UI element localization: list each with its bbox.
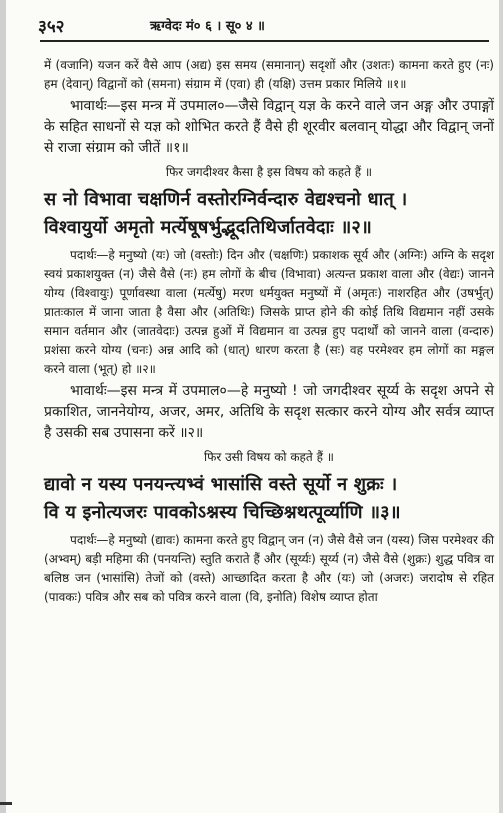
- page-left-edge: [0, 0, 6, 813]
- verse-line: द्यावो न यस्य पनयन्त्यभ्वं भासांसि वस्ते सूर्यो न शुक्रः ।: [44, 474, 398, 495]
- mantra-verse: [44, 186, 494, 242]
- running-title: ऋग्वेदः मं० ६ । सू० ४ ॥: [150, 19, 265, 34]
- padarth-continuation: में (वजानि) यजन करें वैसे आप (अद्य) इस समय (समानान्) सदृशों और (उशतः) कामना करते हुए (नः) हम (देवान्) विद्वानों को (समना) संग्राम में (एवा) ही (यक्षि) उत्तम प्रकार मिलिये ॥१॥: [44, 58, 494, 91]
- page-corner-mark: [0, 802, 12, 805]
- page-body: [44, 56, 494, 607]
- page-number: ३५२: [38, 17, 65, 37]
- padarth-paragraph: पदार्थः—हे मनुष्यो (द्यावः) कामना करते हुए विद्वान् जन (न) जैसे वैसे जन (यस्य) जिस परमेश्वर की (अभ्वम्) बड़ी महिमा की (पनयन्ति) स्तुति कराते हैं और (सूर्य्यः) सूर्य्य (न) जैसे वैसे (शुक्रः) शुद्ध पवित्र वा बलिष्ठ जन (भासांसि) तेजों को (वस्ते) आच्छादित करता है और (यः) जो (अजरः) जरादोष से रहित (पावकः) पवित्र और सब को पवित्र करने वाला (वि, इनोति) विशेष व्याप्त होता: [44, 533, 494, 604]
- page-right-edge: [499, 0, 503, 813]
- section-intro: फिर उसी विषय को कहते हैं ॥: [204, 450, 334, 464]
- page-header: [38, 14, 483, 36]
- bhavarth-paragraph: भावार्थः—इस मन्त्र में उपमाल०—जैसे विद्वान् यज्ञ के करने वाले जन अङ्ग और उपाङ्गों के सहित साधनों से यज्ञ को शोभित करते हैं वैसे ही शूरवीर बलवान् योद्धा और विद्वान् जनों से राजा संग्राम को जीतें ॥१॥: [44, 98, 494, 156]
- mantra-verse: [44, 471, 494, 527]
- bhavarth-paragraph: भावार्थः—इस मन्त्र में उपमाल०—हे मनुष्यो ! जो जगदीश्वर सूर्य्य के सदृश अपने से प्रकाशित, जाननेयोग्य, अजर, अमर, अतिथि के सदृश सत्कार करने योग्य और सर्वत्र व्याप्त है उसकी सब उपासना करें ॥२॥: [44, 383, 494, 441]
- verse-line: वि य इनोत्यजरः पावकोऽश्नस्य चिच्छिश्नथत्पूर्व्याणि ॥३॥: [44, 502, 401, 523]
- verse-line: स नो विभावा चक्षणिर्न वस्तोरग्निर्वन्दारु वेद्यश्चनो धात् ।: [44, 189, 408, 210]
- header-rule: [40, 40, 489, 42]
- padarth-paragraph: पदार्थः—हे मनुष्यो (यः) जो (वस्तोः) दिन और (चक्षणिः) प्रकाशक सूर्य और (अग्निः) अग्नि के सदृश स्वयं प्रकाशयुक्त (न) जैसे वैसे (नः) हम लोगों के बीच (विभावा) अत्यन्त प्रकाश वाला और (वेद्यः) जानने योग्य (विश्वायुः) पूर्णावस्था वाला (मर्त्येषु) मरण धर्मयुक्त मनुष्यों में (अमृतः) नाशरहित और (उषर्भुत्) प्रातःकाल में जाना जाता है वैसा और (अतिथिः) जिसके प्राप्त होने की कोई तिथि विद्यमान नहीं उसके समान वर्तमान और (जातवेदाः) उत्पन्न हुओं में विद्यमान वा उत्पन्न हुए पदार्थों को जानने वाला (वन्दारु) प्रशंसा करने योग्य (चनः) अन्न आदि को (धात्) धारण करता है (सः) वह परमेश्वर हम लोगों का मङ्गल करने वाला (भूत्) हो ॥२॥: [44, 248, 494, 376]
- section-intro: फिर जगदीश्वर कैसा है इस विषय को कहते हैं ॥: [165, 165, 373, 179]
- verse-line: विश्वायुर्यो अमृतो मर्त्येषूषर्भुद्भूदतिथिर्जातवेदाः ॥२॥: [44, 217, 372, 238]
